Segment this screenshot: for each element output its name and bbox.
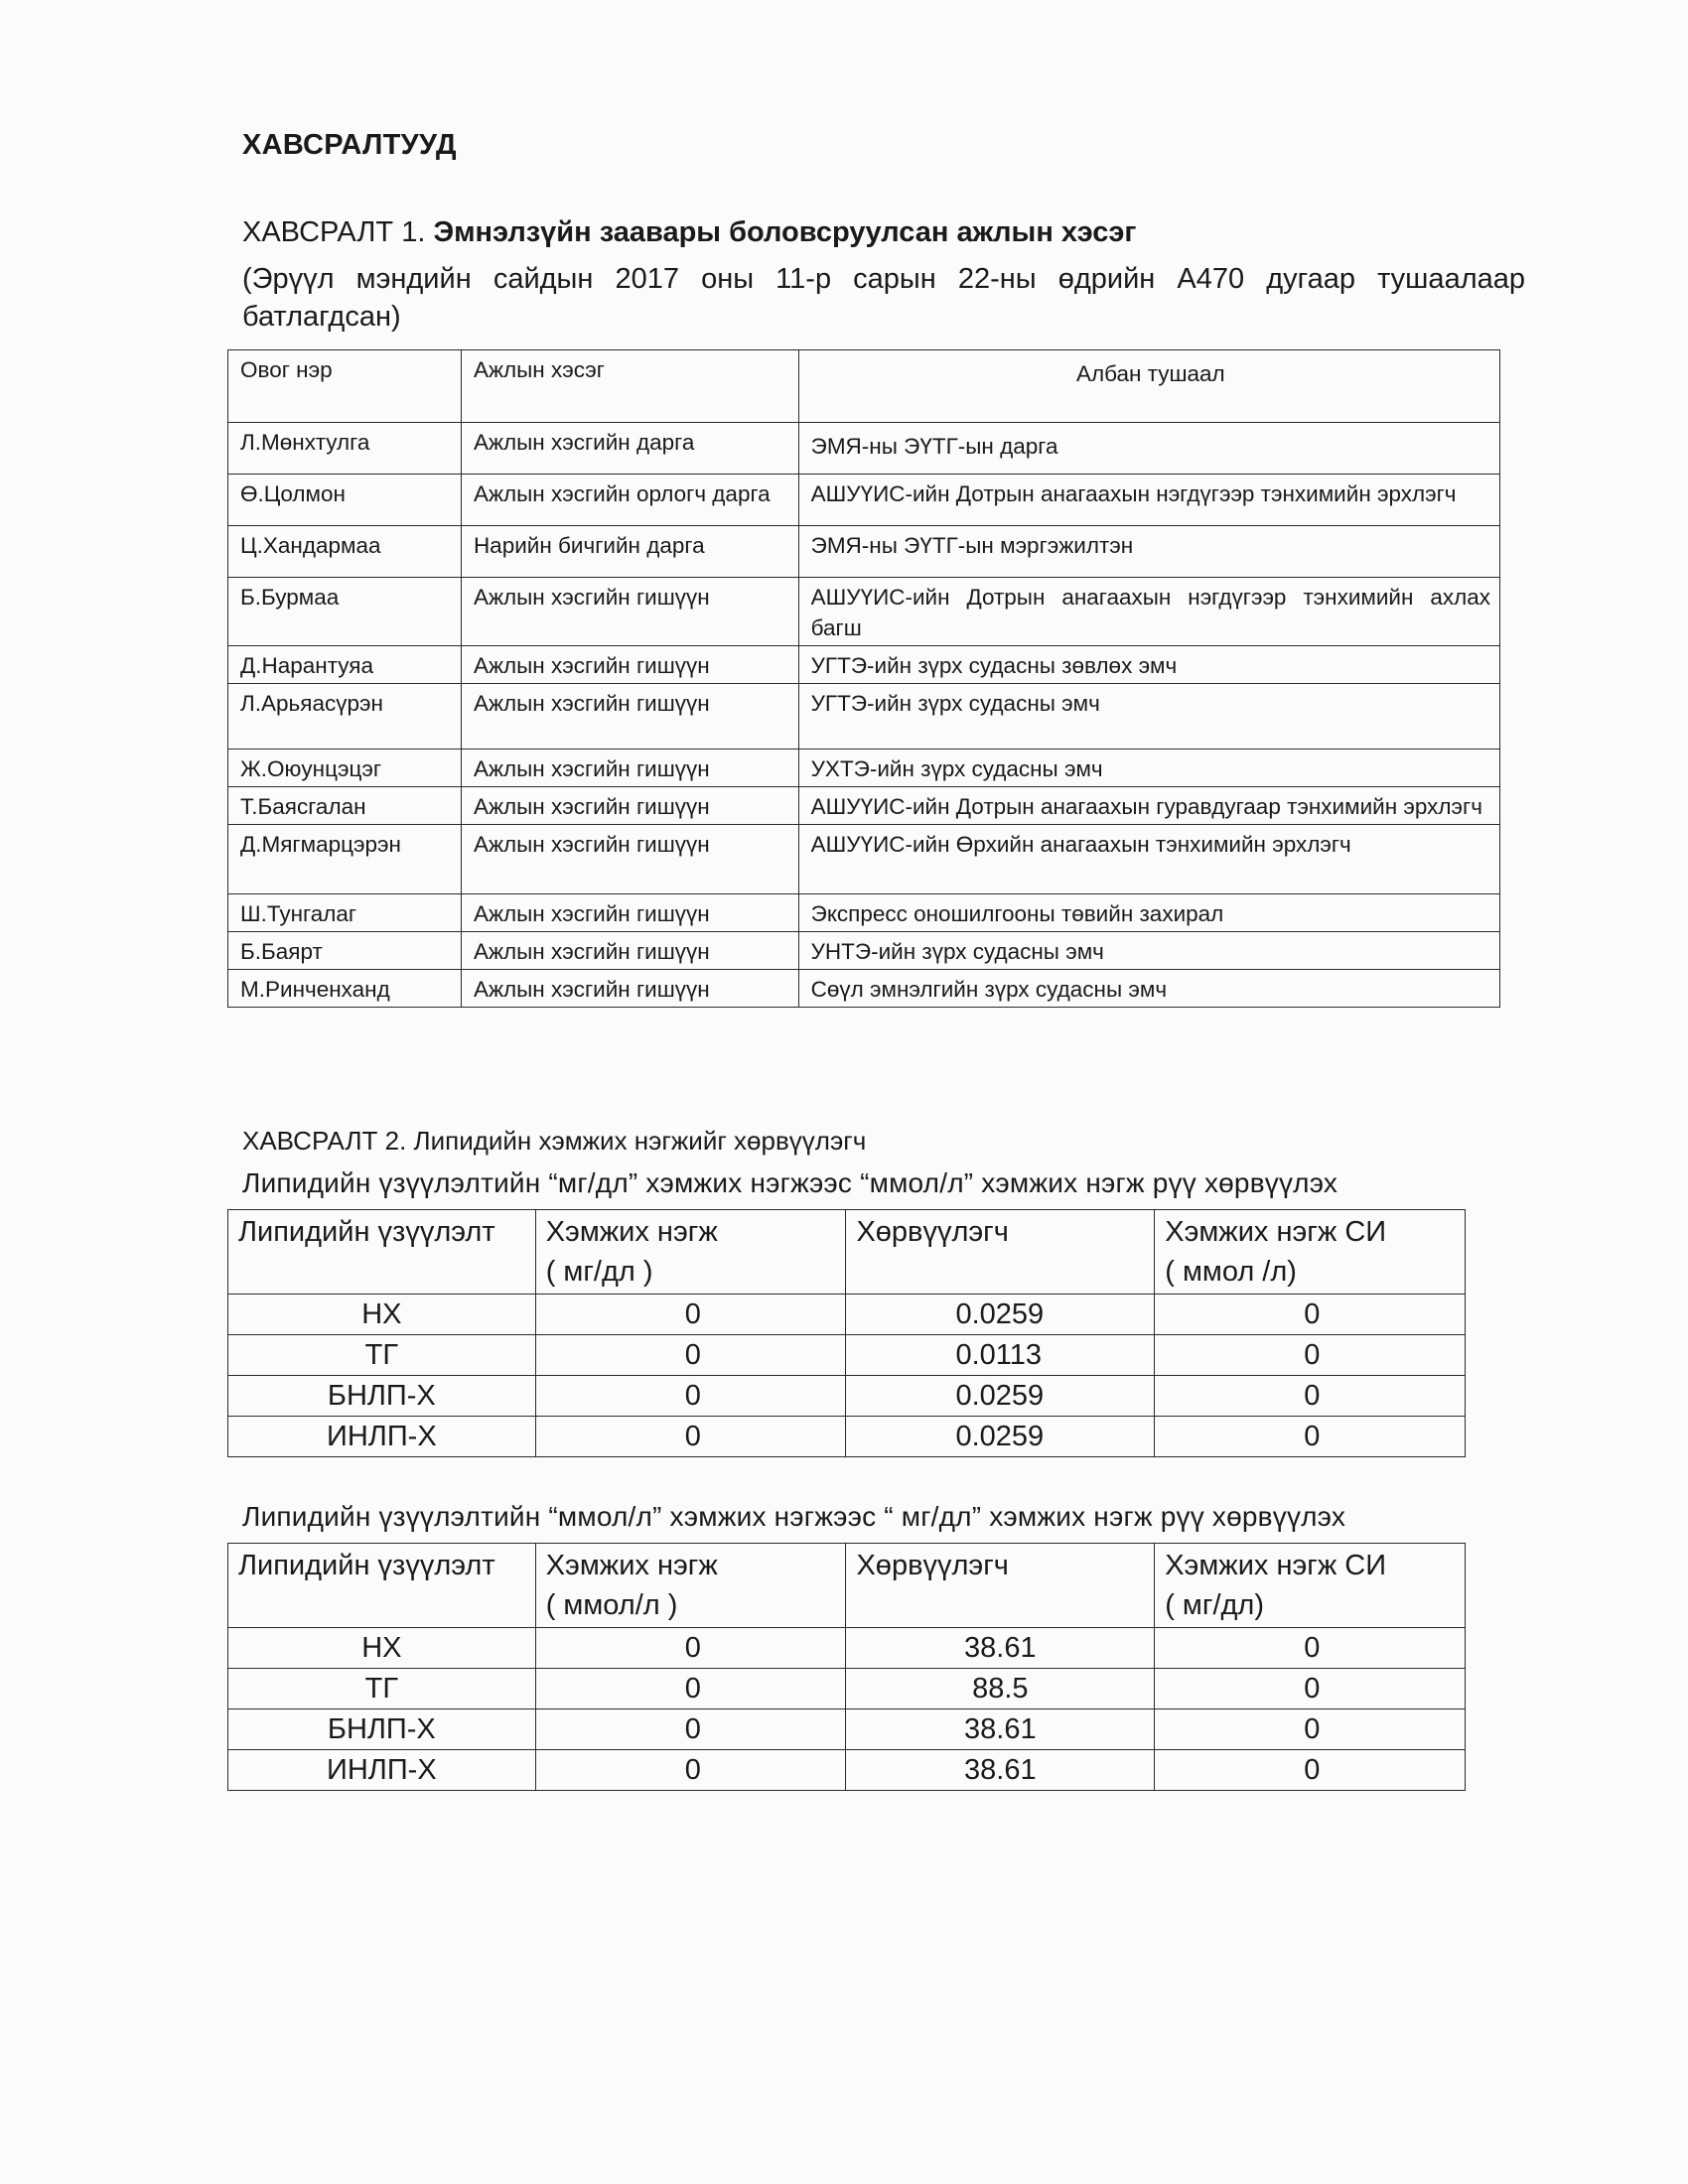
conversion-factor: 38.61 [846,1750,1155,1791]
member-name: Ө.Цолмон [228,475,462,526]
member-position: ЭМЯ-ны ЭҮТГ-ын мэргэжилтэн [798,526,1499,578]
member-role: Ажлын хэсгийн гишүүн [461,932,798,970]
column-header-factor: Хөрвүүлэгч [846,1544,1155,1628]
result-value-cell: 0 [1155,1628,1466,1669]
conversion-factor: 0.0259 [846,1376,1155,1417]
column-header-unit-value: ( мг/дл ) [545,1256,653,1288]
table-row [228,787,1500,825]
conversion-table-mgdl-to-mmol [227,1209,1466,1457]
conversion-factor: 0.0259 [846,1295,1155,1335]
annex1-title-text: Эмнэлзүйн заавары боловсруулсан ажлын хэсэг [433,216,1137,248]
table-header-row [228,350,1500,423]
column-header-si-value: ( ммол /л) [1165,1256,1297,1288]
table-header-row [228,1544,1466,1628]
table-row [228,1376,1466,1417]
input-value-cell[interactable]: 0 [535,1669,846,1709]
input-value-cell[interactable]: 0 [535,1750,846,1791]
table-row [228,932,1500,970]
lipid-indicator: НХ [228,1295,536,1335]
lipid-indicator: БНЛП-Х [228,1376,536,1417]
member-role: Ажлын хэсгийн гишүүн [461,578,798,646]
column-header-si-label: Хэмжих нэгж СИ [1165,1216,1387,1248]
member-role: Ажлын хэсгийн гишүүн [461,787,798,825]
member-role: Нарийн бичгийн дарга [461,526,798,578]
member-role: Ажлын хэсгийн дарга [461,423,798,475]
table-row [228,1417,1466,1457]
conversion-mgdl-to-mmol-title: Липидийн үзүүлэлтийн “мг/дл” хэмжих нэгжээс “ммол/л” хэмжих нэгж рүү хөрвүүлэх [242,1167,1338,1198]
column-header-indicator: Липидийн үзүүлэлт [228,1544,536,1628]
member-name: Ш.Тунгалаг [228,894,462,932]
table-row [228,1709,1466,1750]
member-role: Ажлын хэсгийн гишүүн [461,825,798,894]
column-header-si-unit [1155,1210,1466,1295]
lipid-indicator: ИНЛП-Х [228,1417,536,1457]
annex2-title: ХАВСРАЛТ 2. Липидийн хэмжих нэгжийг хөрвүүлэгч [242,1126,867,1156]
member-name: Б.Баярт [228,932,462,970]
annex1-title [242,216,1137,249]
annex1-approval-note: (Эрүүл мэндийн сайдын 2017 оны 11-р сарын 22-ны өдрийн А470 дугаар тушаалаар батлагдсан) [242,263,1525,333]
member-position: АШУҮИС-ийн Дотрын анагаахын нэгдүгээр тэнхимийн эрхлэгч [798,475,1499,526]
lipid-indicator: ИНЛП-Х [228,1750,536,1791]
table-row [228,1335,1466,1376]
input-value-cell[interactable]: 0 [535,1709,846,1750]
column-header-unit-label: Хэмжих нэгж [545,1550,718,1581]
column-header-unit-label: Хэмжих нэгж [545,1216,718,1248]
lipid-indicator: ТГ [228,1669,536,1709]
member-name: Ж.Оюунцэцэг [228,750,462,787]
table-row [228,646,1500,684]
member-name: Д.Нарантуяа [228,646,462,684]
input-value-cell[interactable]: 0 [535,1295,846,1335]
result-value-cell: 0 [1155,1669,1466,1709]
table-row [228,825,1500,894]
conversion-factor: 38.61 [846,1709,1155,1750]
column-header-si-label: Хэмжих нэгж СИ [1165,1550,1387,1581]
member-position: УНТЭ-ийн зүрх судасны эмч [798,932,1499,970]
member-name: Т.Баясгалан [228,787,462,825]
column-header-indicator: Липидийн үзүүлэлт [228,1210,536,1295]
member-position: Экспресс оношилгооны төвийн захирал [798,894,1499,932]
conversion-table-mmol-to-mgdl [227,1543,1466,1791]
column-header-name: Овог нэр [228,350,462,423]
result-value-cell: 0 [1155,1376,1466,1417]
input-value-cell[interactable]: 0 [535,1628,846,1669]
member-position: УГТЭ-ийн зүрх судасны эмч [798,684,1499,750]
member-position: АШУҮИС-ийн Дотрын анагаахын гуравдугаар тэнхимийн эрхлэгч [798,787,1499,825]
result-value-cell: 0 [1155,1750,1466,1791]
input-value-cell[interactable]: 0 [535,1417,846,1457]
table-row [228,423,1500,475]
input-value-cell[interactable]: 0 [535,1335,846,1376]
member-position: АШУҮИС-ийн Дотрын анагаахын нэгдүгээр тэнхимийн ахлах багш [798,578,1499,646]
conversion-factor: 0.0259 [846,1417,1155,1457]
member-name: М.Ринченханд [228,970,462,1008]
column-header-unit-value: ( ммол/л ) [545,1589,678,1621]
conversion-factor: 0.0113 [846,1335,1155,1376]
conversion-factor: 88.5 [846,1669,1155,1709]
result-value-cell: 0 [1155,1335,1466,1376]
member-position: УХТЭ-ийн зүрх судасны эмч [798,750,1499,787]
member-position: УГТЭ-ийн зүрх судасны зөвлөх эмч [798,646,1499,684]
column-header-position: Албан тушаал [798,350,1499,423]
member-name: Л.Арьяасүрэн [228,684,462,750]
member-role: Ажлын хэсгийн орлогч дарга [461,475,798,526]
table-row [228,526,1500,578]
member-name: Л.Мөнхтулга [228,423,462,475]
member-name: Ц.Хандармаа [228,526,462,578]
result-value-cell: 0 [1155,1295,1466,1335]
table-row [228,750,1500,787]
table-row [228,970,1500,1008]
member-position: АШУҮИС-ийн Өрхийн анагаахын тэнхимийн эрхлэгч [798,825,1499,894]
table-header-row [228,1210,1466,1295]
input-value-cell[interactable]: 0 [535,1376,846,1417]
table-row [228,578,1500,646]
member-role: Ажлын хэсгийн гишүүн [461,646,798,684]
conversion-factor: 38.61 [846,1628,1155,1669]
working-group-table [227,349,1500,1008]
member-name: Д.Мягмарцэрэн [228,825,462,894]
result-value-cell: 0 [1155,1709,1466,1750]
column-header-si-value: ( мг/дл) [1165,1589,1265,1621]
table-row [228,1628,1466,1669]
lipid-indicator: БНЛП-Х [228,1709,536,1750]
member-role: Ажлын хэсгийн гишүүн [461,684,798,750]
conversion-mmol-to-mgdl-title: Липидийн үзүүлэлтийн “ммол/л” хэмжих нэгжээс “ мг/дл” хэмжих нэгж рүү хөрвүүлэх [242,1501,1346,1532]
table-row [228,1750,1466,1791]
member-role: Ажлын хэсгийн гишүүн [461,750,798,787]
annex1-label: ХАВСРАЛТ 1. [242,216,426,248]
member-name: Б.Бурмаа [228,578,462,646]
table-row [228,1669,1466,1709]
lipid-indicator: ТГ [228,1335,536,1376]
member-role: Ажлын хэсгийн гишүүн [461,894,798,932]
lipid-indicator: НХ [228,1628,536,1669]
member-position: ЭМЯ-ны ЭҮТГ-ын дарга [798,423,1499,475]
column-header-si-unit [1155,1544,1466,1628]
table-row [228,684,1500,750]
column-header-unit [535,1210,846,1295]
member-position: Сөүл эмнэлгийн зүрх судасны эмч [798,970,1499,1008]
table-row [228,1295,1466,1335]
table-row [228,894,1500,932]
column-header-group: Ажлын хэсэг [461,350,798,423]
member-role: Ажлын хэсгийн гишүүн [461,970,798,1008]
table-row [228,475,1500,526]
page-heading: ХАВСРАЛТУУД [242,129,457,161]
column-header-factor: Хөрвүүлэгч [846,1210,1155,1295]
column-header-unit [535,1544,846,1628]
result-value-cell: 0 [1155,1417,1466,1457]
